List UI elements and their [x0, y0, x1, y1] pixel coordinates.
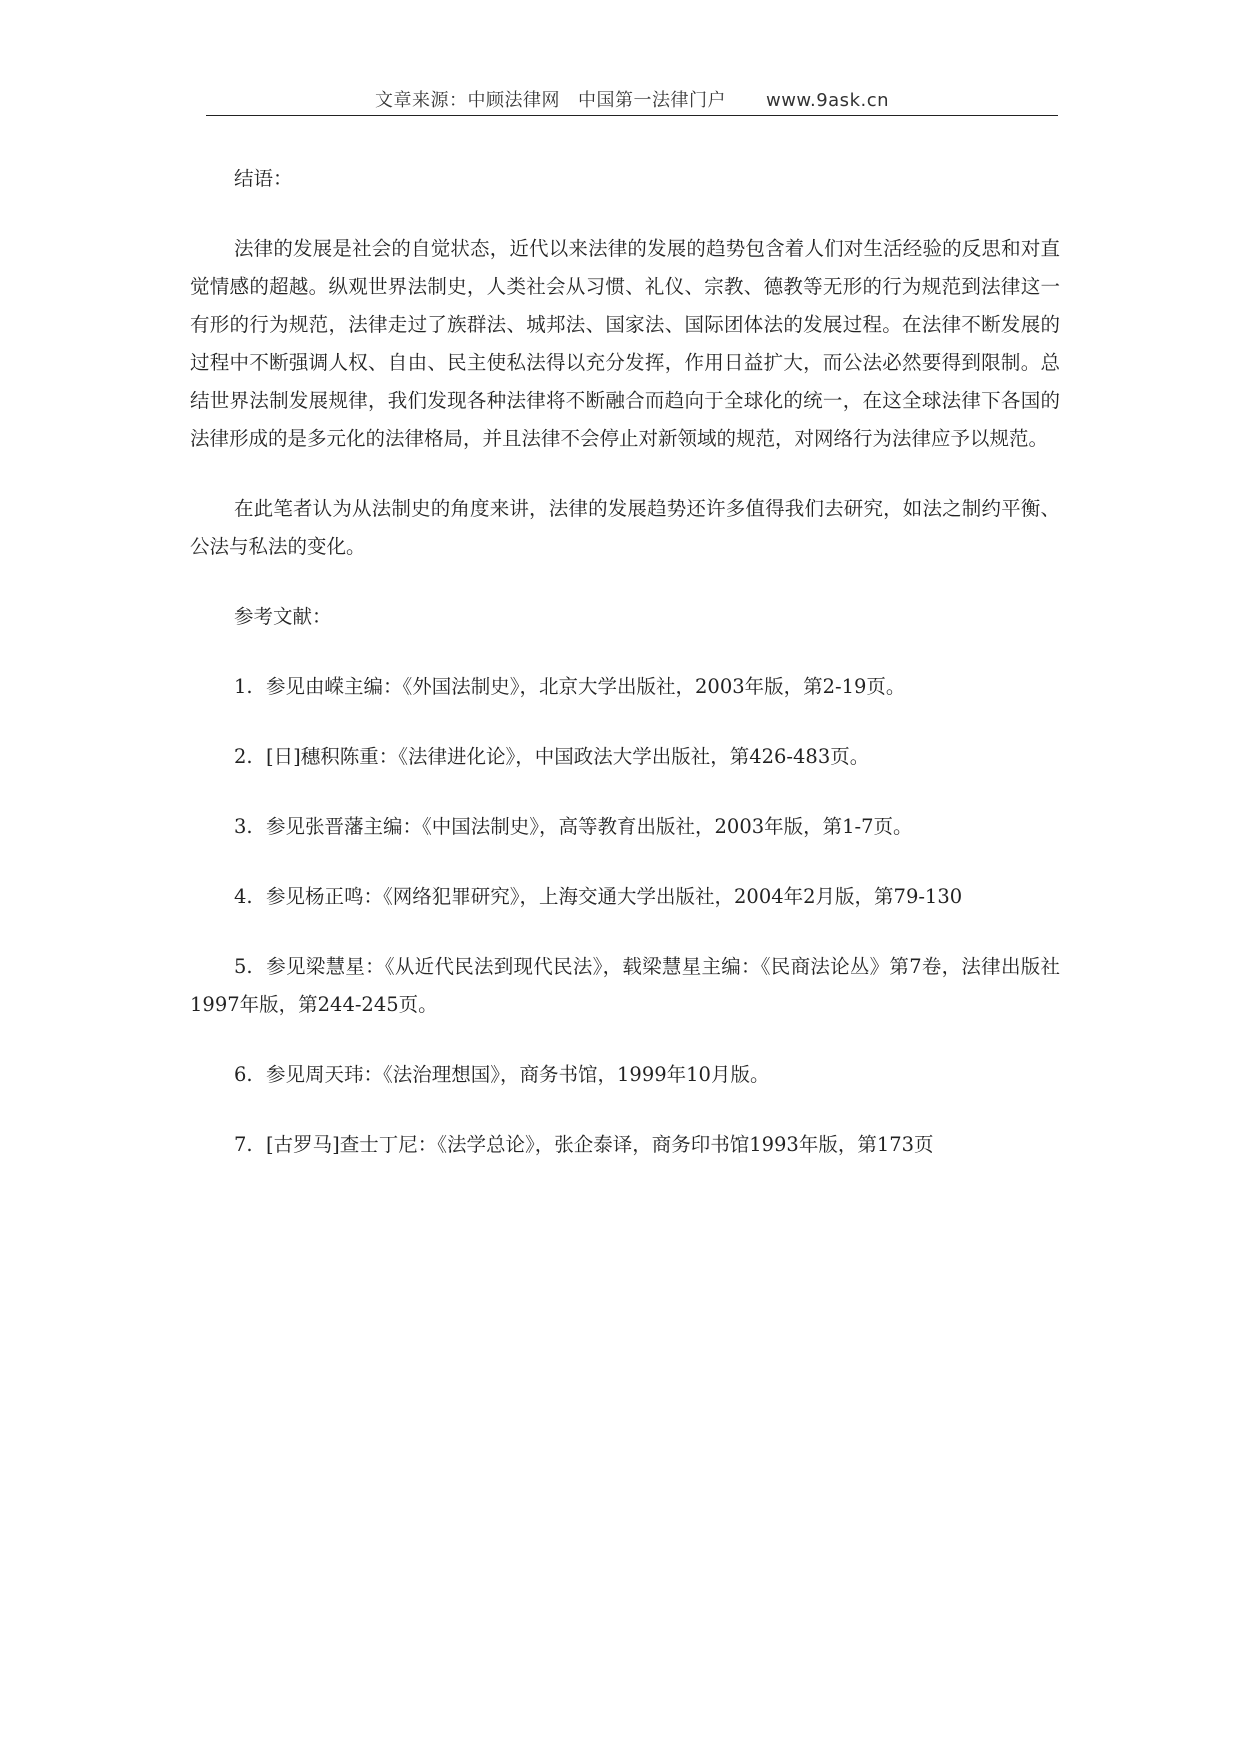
reference-item	[190, 738, 1060, 776]
reference-item	[190, 1126, 1060, 1164]
reference-number: 2.	[234, 745, 253, 768]
reference-number: 7.	[234, 1133, 253, 1156]
reference-text: 参见梁慧星：《从近代民法到现代民法》，载梁慧星主编：《民商法论丛》第7卷，法律出版社1997年版，第244-245页。	[190, 955, 1060, 1016]
header-source-label: 文章来源：中顾法律网	[374, 90, 560, 111]
reference-text: 参见周天玮：《法治理想国》，商务书馆，1999年10月版。	[266, 1063, 770, 1086]
reference-text: 参见由嵘主编：《外国法制史》，北京大学出版社，2003年版，第2-19页。	[266, 675, 906, 698]
conclusion-heading: 结语：	[234, 167, 293, 190]
page-header	[206, 86, 1058, 116]
conclusion-paragraph-2: 在此笔者认为从法制史的角度来讲，法律的发展趋势还许多值得我们去研究，如法之制约平衡、公法与私法的变化。	[190, 497, 1060, 558]
reference-item	[190, 668, 1060, 706]
conclusion-paragraph-1: 法律的发展是社会的自觉状态，近代以来法律的发展的趋势包含着人们对生活经验的反思和对直觉情感的超越。纵观世界法制史，人类社会从习惯、礼仪、宗教、德教等无形的行为规范到法律这一有形的行为规范，法律走过了族群法、城邦法、国家法、国际团体法的发展过程。在法律不断发展的过程中不断强调人权、自由、民主使私法得以充分发挥，作用日益扩大，而公法必然要得到限制。总结世界法制发展规律，我们发现各种法律将不断融合而趋向于全球化的统一，在这全球法律下各国的法律形成的是多元化的法律格局，并且法律不会停止对新领域的规范，对网络行为法律应予以规范。	[190, 237, 1060, 450]
reference-item	[190, 948, 1060, 1024]
reference-item	[190, 808, 1060, 846]
reference-text: 参见张晋藩主编：《中国法制史》，高等教育出版社，2003年版，第1-7页。	[266, 815, 913, 838]
header-portal: 中国第一法律门户	[577, 90, 726, 111]
document-body	[190, 160, 1060, 1196]
reference-number: 5.	[234, 955, 253, 978]
header-divider	[206, 115, 1058, 116]
reference-number: 1.	[234, 675, 253, 698]
reference-text: 参见杨正鸣：《网络犯罪研究》，上海交通大学出版社，2004年2月版，第79-130	[266, 885, 963, 908]
reference-item	[190, 878, 1060, 916]
reference-number: 6.	[234, 1063, 253, 1086]
reference-text: [古罗马]查士丁尼：《法学总论》，张企泰译，商务印书馆1993年版，第173页	[266, 1133, 934, 1156]
reference-item	[190, 1056, 1060, 1094]
reference-number: 3.	[234, 815, 253, 838]
reference-number: 4.	[234, 885, 253, 908]
references-heading: 参考文献：	[234, 605, 332, 628]
reference-text: [日]穗积陈重：《法律进化论》，中国政法大学出版社，第426-483页。	[266, 745, 870, 768]
header-url[interactable]: www.9ask.cn	[765, 90, 890, 111]
